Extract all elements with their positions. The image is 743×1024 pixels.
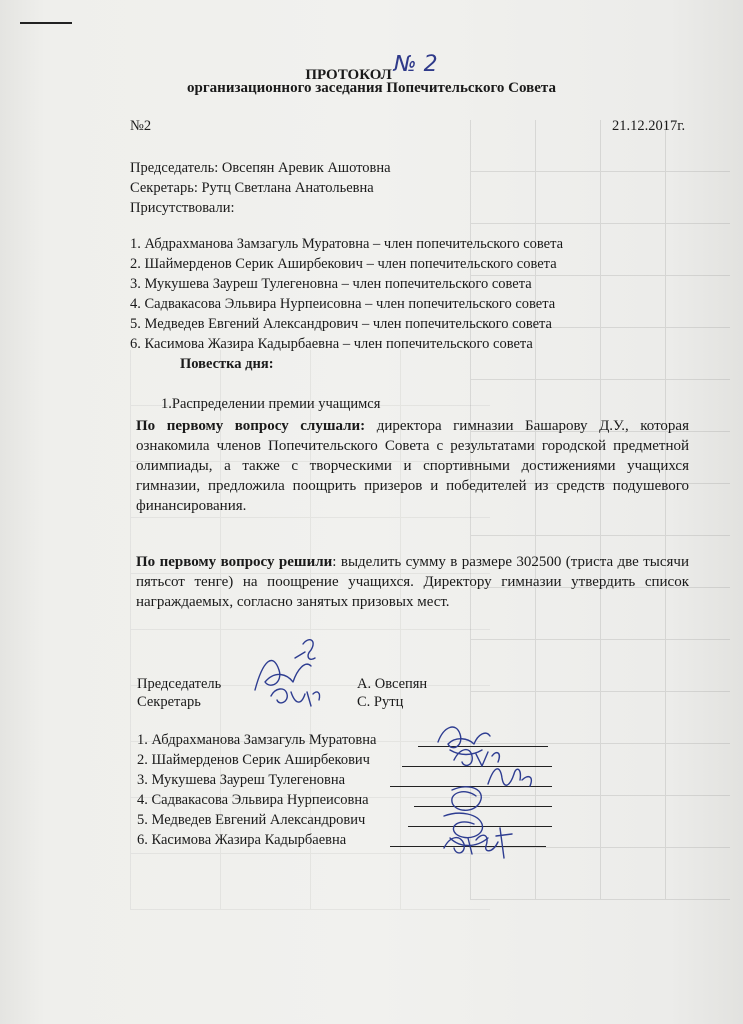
- heard-label: По первому вопросу слушали:: [136, 418, 366, 434]
- chair-name: А. Овсепян: [357, 676, 428, 692]
- secretary-role: Секретарь: [137, 694, 201, 710]
- attendee-item: 4. Садвакасова Эльвира Нурпеисовна – член попечительского совета: [130, 296, 556, 312]
- member-signature-line: 1. Абдрахманова Замзагуль Муратовна: [137, 732, 377, 748]
- decided-label: По первому вопросу решили: [136, 554, 333, 570]
- attendee-item: 1. Абдрахманова Замзагуль Муратовна – член попечительского совета: [130, 236, 564, 252]
- attendee-item: 3. Мукушева Зауреш Тулегеновна – член попечительского совета: [130, 276, 532, 292]
- present-label: Присутствовали:: [130, 200, 235, 216]
- secretary-line: Секретарь: Рутц Светлана Анатольевна: [130, 180, 374, 196]
- secretary-name: С. Рутц: [357, 694, 404, 710]
- handwritten-number: № 2: [393, 52, 438, 77]
- member-signature-line: 4. Садвакасова Эльвира Нурпеисовна: [137, 792, 369, 808]
- protocol-title: ПРОТОКОЛ№ 2: [305, 52, 438, 83]
- member-signature-line: 2. Шаймерденов Серик Аширбекович: [137, 752, 370, 768]
- member-signature-line: 3. Мукушева Зауреш Тулегеновна: [137, 772, 346, 788]
- protocol-subtitle: организационного заседания Попечительского Совета: [187, 80, 556, 96]
- scan-mark: [20, 22, 72, 24]
- chair-signature-icon: [235, 630, 345, 720]
- member-signature-line: 6. Касимова Жазира Кадырбаевна: [137, 832, 347, 848]
- member-signature-icon: [438, 818, 518, 864]
- decided-text: : выделить сумму в размере 302500 (триста две тысячи пятьсот тенге) на поощрение учащихся. Директору гимназии утвердить список награждаемых, согласно занятых призовых мест.: [136, 554, 689, 610]
- chair-line: Председатель: Овсепян Аревик Ашотовна: [130, 160, 391, 176]
- protocol-date: 21.12.2017г.: [612, 118, 686, 134]
- agenda-item: 1.Распределении премии учащимся: [161, 396, 381, 412]
- decided-paragraph: [136, 552, 689, 612]
- attendee-item: 5. Медведев Евгений Александрович – член попечительского совета: [130, 316, 552, 332]
- heard-paragraph: [136, 416, 689, 516]
- protocol-number: №2: [130, 118, 152, 134]
- chair-role: Председатель: [137, 676, 222, 692]
- attendee-item: 2. Шаймерденов Серик Аширбекович – член попечительского совета: [130, 256, 557, 272]
- attendee-item: 6. Касимова Жазира Кадырбаевна – член попечительского совета: [130, 336, 533, 352]
- member-signature-line: 5. Медведев Евгений Александрович: [137, 812, 366, 828]
- agenda-heading: Повестка дня:: [180, 356, 274, 372]
- heard-text: директора гимназии Башарову Д.У., которая ознакомила членов Попечительского Совета с результатами городской предметной олимпиады, а также с творческими и спортивными достижениями учащихся гимназии, предложила поощрить призеров и победителей из средств подушевого финансирования.: [136, 418, 689, 514]
